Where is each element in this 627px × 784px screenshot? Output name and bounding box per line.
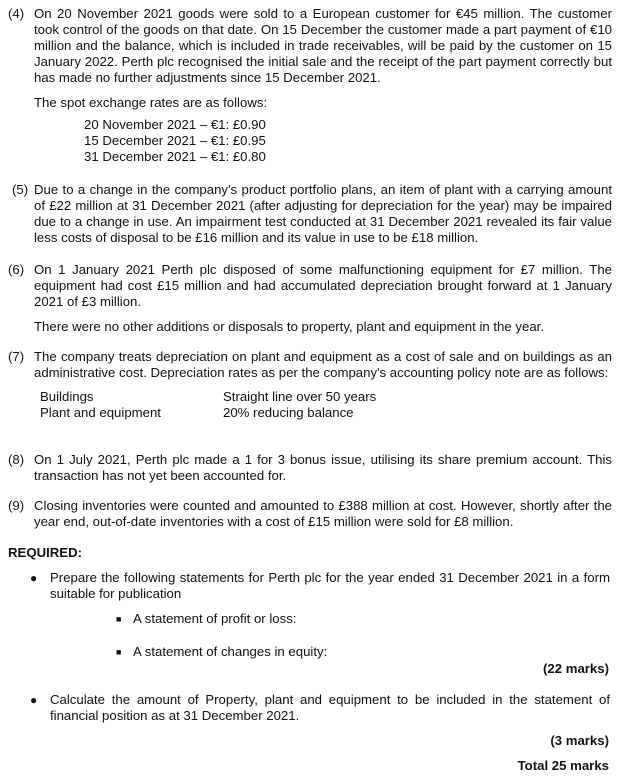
marks-22: (22 marks) [543, 661, 609, 676]
note-5-number: (5) [12, 182, 29, 197]
note-4 [8, 6, 612, 165]
note-4-rates-intro: The spot exchange rates are as follows: [34, 95, 268, 110]
sub-item-changes-in-equity [116, 644, 327, 660]
note-9-text: Closing inventories were counted and amounted to £388 million at cost. However, shortly after the year end, out-of-date inventories with a cost of £15 million were sold for £8 million. [34, 498, 612, 529]
rate-item: 31 December 2021 – €1: £0.80 [84, 149, 266, 164]
marks-3: (3 marks) [550, 733, 609, 748]
note-6 [8, 262, 612, 335]
rate-item: 15 December 2021 – €1: £0.95 [84, 133, 266, 148]
required-bullet-2-text: Calculate the amount of Property, plant and equipment to be included in the statement of financial position as at 31 December 2021. [50, 692, 610, 723]
note-6-text: On 1 January 2021 Perth plc disposed of some malfunctioning equipment for £7 million. The equipment had cost £15 million and had accumulated depreciation brought forward at 1 January 2021 of £3 million. [34, 262, 612, 309]
table-row [40, 389, 612, 405]
exchange-rates-list [84, 117, 612, 165]
total-marks: Total 25 marks [517, 758, 609, 773]
sub-item-text: A statement of changes in equity: [133, 644, 328, 659]
note-8 [8, 452, 612, 484]
square-bullet-icon: ■ [116, 647, 122, 657]
required-bullet-2 [30, 692, 610, 724]
sub-item-profit-or-loss [116, 611, 296, 627]
required-bullet-1 [30, 570, 610, 602]
note-7 [8, 349, 612, 421]
table-row [40, 405, 612, 421]
asset-cell: Plant and equipment [40, 405, 161, 420]
note-9 [8, 498, 612, 530]
sub-item-text: A statement of profit or loss: [133, 611, 297, 626]
rate-cell: Straight line over 50 years [223, 389, 377, 404]
note-8-text: On 1 July 2021, Perth plc made a 1 for 3 bonus issue, utilising its share premium account. This transaction has not yet been accounted for. [34, 452, 612, 483]
bullet-icon: ● [30, 571, 38, 585]
note-7-number: (7) [8, 349, 25, 364]
rate-item: 20 November 2021 – €1: £0.90 [84, 117, 266, 132]
note-6-number: (6) [8, 262, 25, 277]
required-heading: REQUIRED: [8, 545, 82, 560]
depreciation-table [8, 389, 612, 421]
note-5 [8, 182, 612, 246]
asset-cell: Buildings [40, 389, 94, 404]
note-5-text: Due to a change in the company's product portfolio plans, an item of plant with a carrying amount of £22 million at 31 December 2021 (after adjusting for depreciation for the year) may be impaired due to a change in use. An impairment test conducted at 31 December 2021 revealed its fair value less costs of disposal to be £16 million and its value in use to be £18 million. [34, 182, 612, 245]
note-9-number: (9) [8, 498, 25, 513]
note-4-number: (4) [8, 6, 25, 21]
note-7-text: The company treats depreciation on plant and equipment as a cost of sale and on buildings as an administrative cost. Depreciation rates as per the company's accounting policy note are as follows: [34, 349, 612, 380]
note-8-number: (8) [8, 452, 25, 467]
bullet-icon: ● [30, 693, 38, 707]
note-6-text-2: There were no other additions or disposals to property, plant and equipment in the year. [34, 319, 544, 334]
rate-cell: 20% reducing balance [223, 405, 354, 420]
square-bullet-icon: ■ [116, 614, 122, 624]
required-bullet-1-text: Prepare the following statements for Perth plc for the year ended 31 December 2021 in a form suitable for publication [50, 570, 610, 601]
note-4-text: On 20 November 2021 goods were sold to a European customer for €45 million. The customer took control of the goods on that date. On 15 December the customer made a part payment of €10 million and the balance, which is included in trade receivables, will be paid by the customer on 15 January 2022. Perth plc recognised the initial sale and the receipt of the part payment correctly but has made no further adjustments since 15 December 2021. [34, 6, 612, 85]
